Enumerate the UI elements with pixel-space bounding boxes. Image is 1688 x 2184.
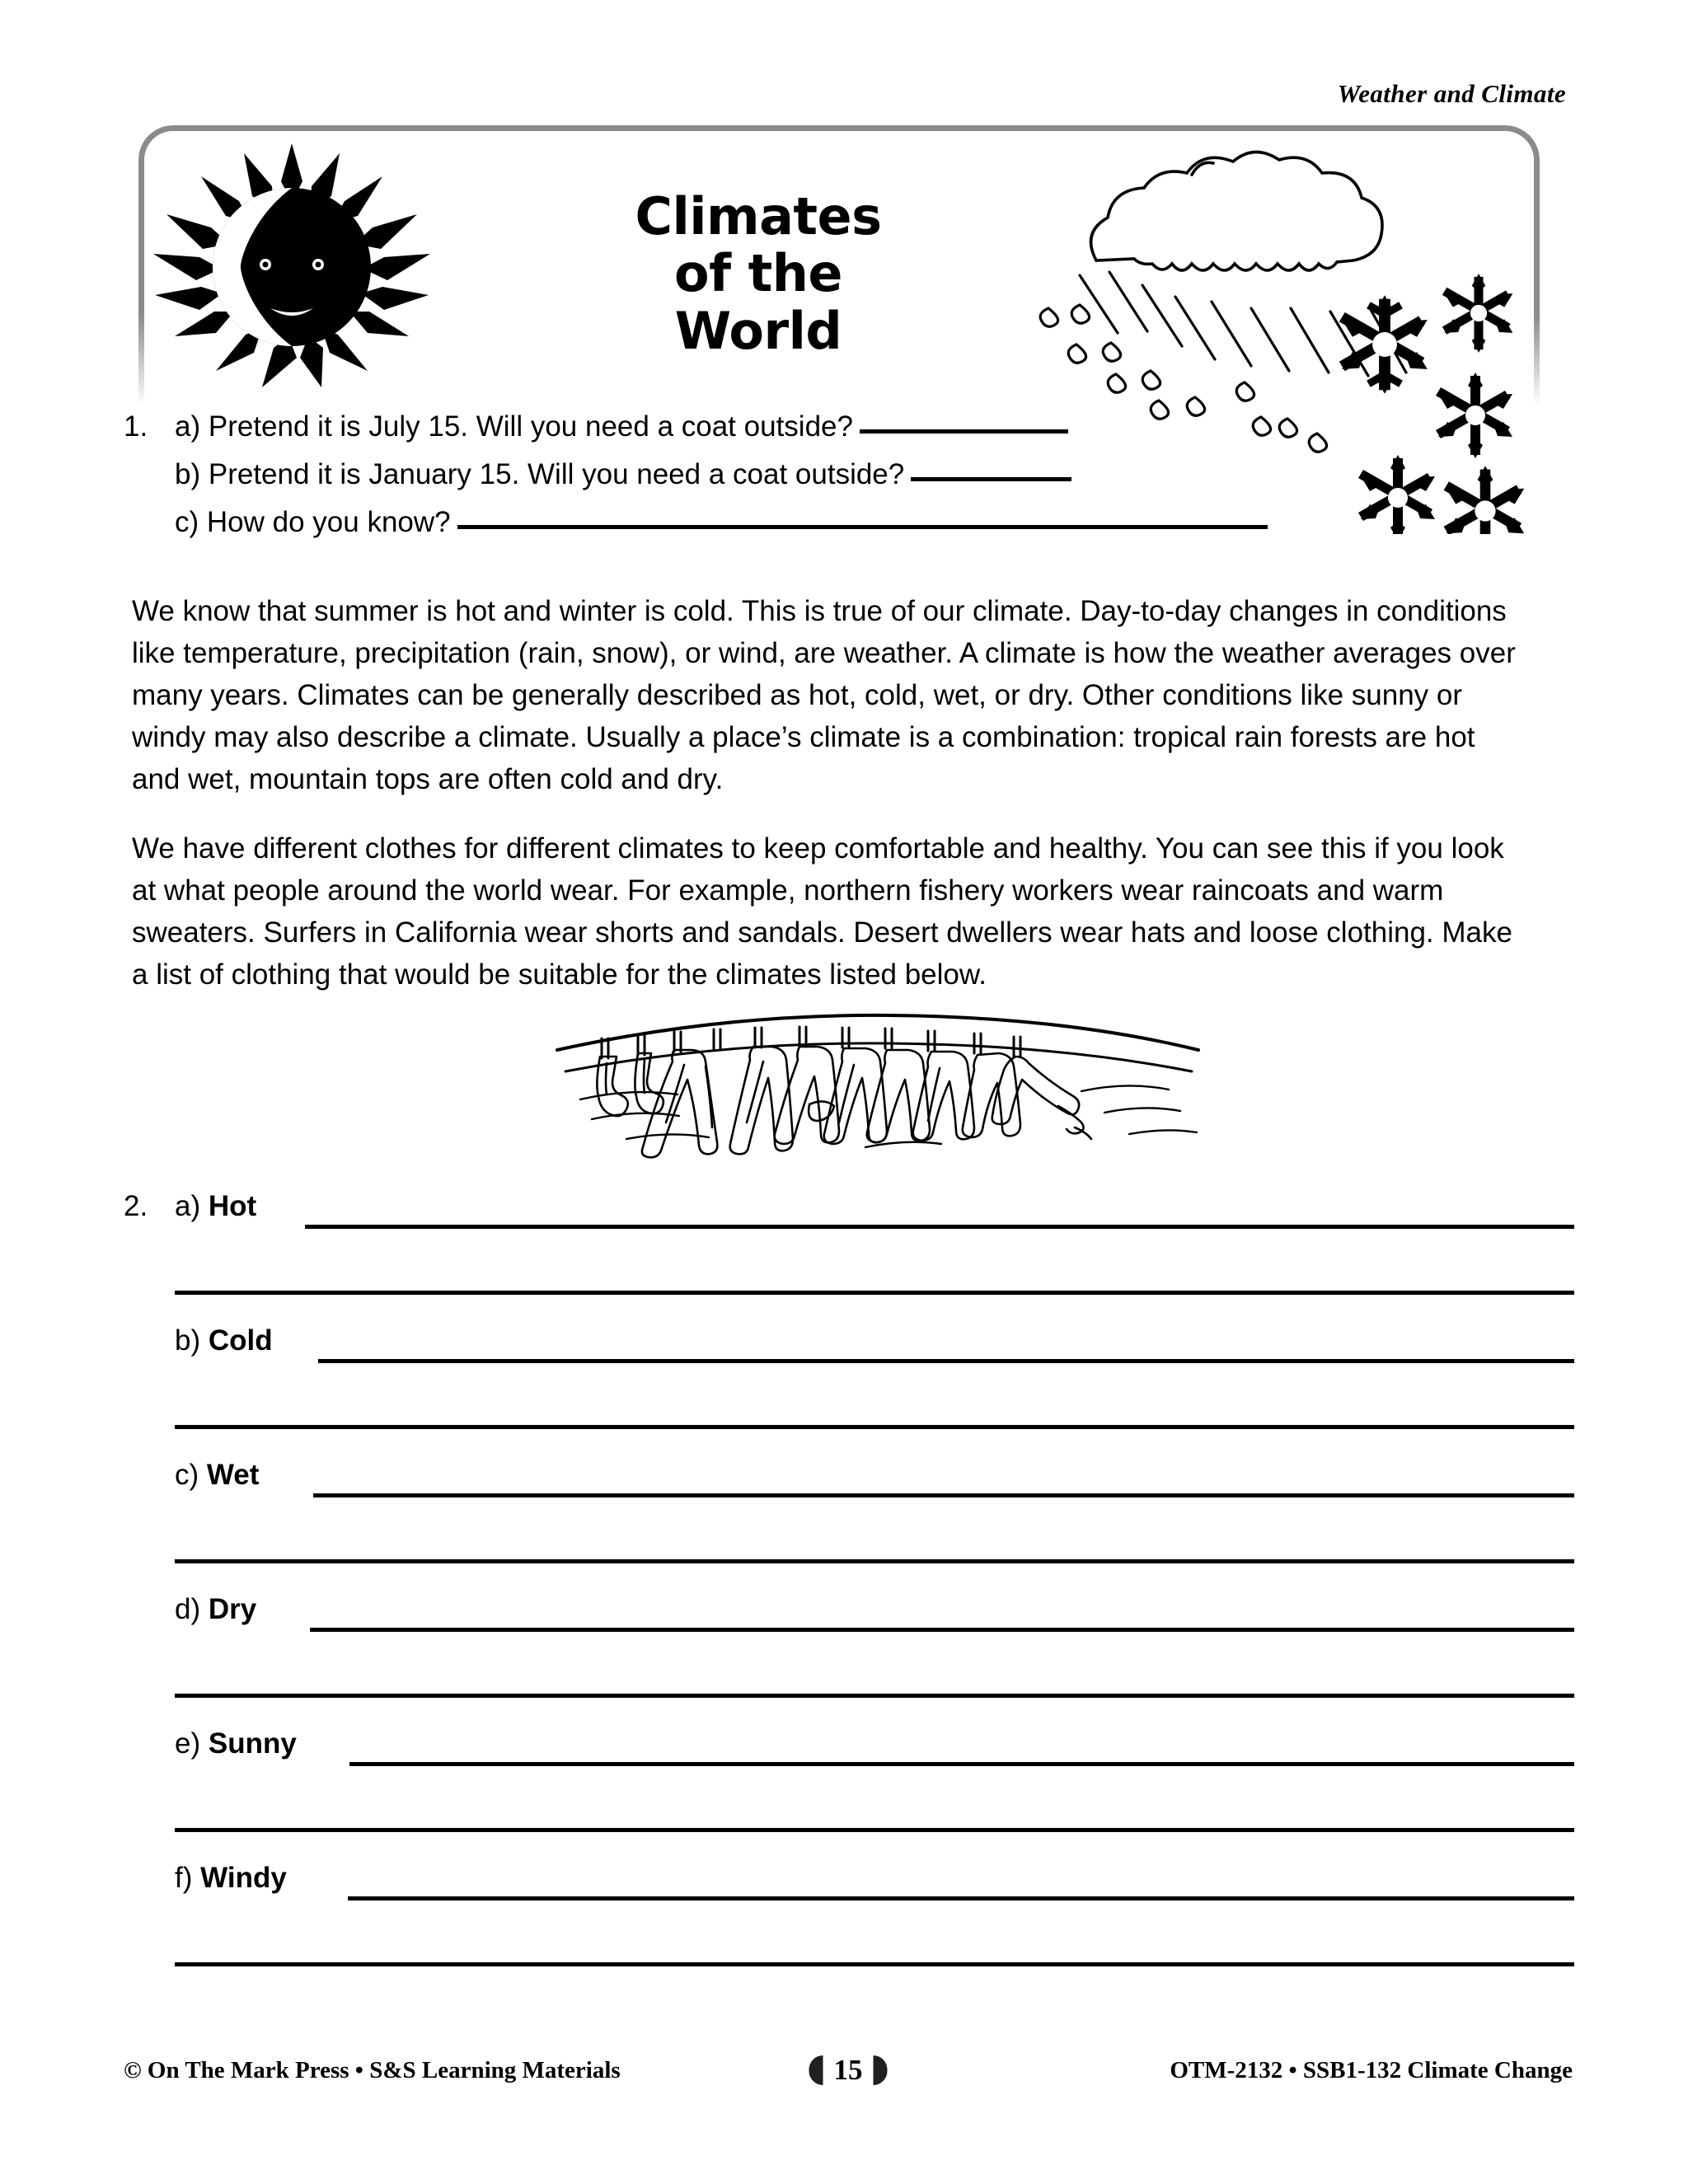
answer-blank-2a-line1[interactable]	[305, 1225, 1574, 1229]
question-1-item-b	[175, 458, 1071, 491]
item-a-text: Pretend it is July 15. Will you need a coat outside?	[208, 410, 853, 443]
answer-blank-1a[interactable]	[860, 429, 1068, 434]
item-c-label-wet	[175, 1459, 259, 1492]
item-a-climate: Hot	[208, 1190, 257, 1222]
page-footer	[124, 2054, 1573, 2093]
question-2-item-windy	[124, 1862, 1574, 1996]
item-f-letter: f)	[175, 1862, 193, 1894]
answer-blank-2c-line1[interactable]	[313, 1493, 1574, 1497]
question-2-item-wet	[124, 1459, 1574, 1593]
item-a-label-hot	[175, 1190, 256, 1223]
answer-blank-2c-line2[interactable]	[175, 1559, 1574, 1563]
footer-copyright: © On The Mark Press • S&S Learning Materials	[124, 2057, 621, 2083]
question-1-row	[124, 458, 1574, 506]
item-c-letter: c)	[175, 1459, 199, 1491]
answer-blank-2d-line1[interactable]	[310, 1628, 1574, 1632]
item-b-text: Pretend it is January 15. Will you need a coat outside?	[208, 458, 905, 490]
question-1-item-a	[175, 410, 1068, 443]
answer-blank-2b-line1[interactable]	[318, 1359, 1574, 1363]
answer-blank-2b-line2[interactable]	[175, 1425, 1574, 1429]
item-e-label-sunny	[175, 1727, 297, 1760]
question-2	[124, 1190, 1574, 1996]
item-b-label-cold	[175, 1324, 273, 1357]
answer-blank-2e-line2[interactable]	[175, 1828, 1574, 1832]
item-a-label: a)	[175, 410, 201, 443]
footer-product-code: OTM-2132 • SSB1-132 Climate Change	[1170, 2057, 1573, 2083]
running-head: Weather and Climate	[1337, 79, 1566, 108]
item-b-label: b)	[175, 458, 201, 490]
sun-with-face-icon	[147, 138, 437, 394]
item-c-text: How do you know?	[206, 506, 451, 538]
page-title-line-3: World	[674, 300, 842, 361]
left-bracket-icon	[809, 2055, 823, 2085]
question-1-row	[124, 506, 1574, 554]
item-d-label-dry	[175, 1593, 256, 1626]
answer-blank-2f-line2[interactable]	[175, 1962, 1574, 1966]
question-2-number: 2.	[124, 1190, 148, 1222]
answer-blank-2a-line2[interactable]	[175, 1291, 1574, 1295]
question-1	[124, 410, 1574, 554]
item-d-climate: Dry	[208, 1593, 257, 1625]
question-2-item-dry	[124, 1593, 1574, 1727]
body-paragraph-2: We have different clothes for different climates to keep comfortable and healthy. You can see this if you look at what people around the world wear. For example, northern fishery workers wear raincoats and warm sweaters. Surfers in California wear shorts and sandals. Desert dwellers wear hats and loose clothing. Make a list of clothing that would be suitable for the climates listed below.	[132, 832, 1512, 991]
item-c-label: c)	[175, 506, 199, 538]
item-e-letter: e)	[175, 1727, 201, 1760]
item-f-label-windy	[175, 1862, 287, 1895]
page-title-line-1: Climates	[635, 186, 882, 246]
question-2-item-sunny	[124, 1727, 1574, 1862]
answer-blank-2e-line1[interactable]	[349, 1762, 1574, 1766]
question-2-item-hot	[124, 1190, 1574, 1324]
question-1-row	[124, 410, 1574, 458]
right-bracket-icon	[874, 2055, 888, 2085]
page-title-line-2: of the	[674, 243, 842, 304]
item-f-climate: Windy	[200, 1862, 287, 1894]
page-title	[528, 188, 989, 359]
body-paragraph-1: We know that summer is hot and winter is cold. This is true of our climate. Day-to-day changes in conditions like temperature, precipitation (rain, snow), or wind, are weather. A climate is how the weather averages over many years. Climates can be generally described as hot, cold, wet, or dry. Other conditions like sunny or windy may also describe a climate. Usually a place’s climate is a combination: tropical rain forests are hot and wet, mountain tops are often cold and dry.	[132, 595, 1516, 795]
question-1-item-c	[175, 506, 1268, 539]
answer-blank-1c[interactable]	[457, 525, 1268, 529]
answer-blank-1b[interactable]	[911, 477, 1071, 481]
item-a-letter: a)	[175, 1190, 201, 1222]
item-b-letter: b)	[175, 1324, 201, 1357]
item-c-climate: Wet	[206, 1459, 260, 1491]
item-e-climate: Sunny	[208, 1727, 297, 1760]
answer-blank-2d-line2[interactable]	[175, 1694, 1574, 1698]
page-number: 15	[833, 2054, 863, 2086]
clothes-on-clothesline-icon	[552, 1002, 1203, 1159]
footer-page-indicator	[809, 2054, 888, 2087]
question-2-item-cold	[124, 1324, 1574, 1459]
answer-blank-2f-line1[interactable]	[348, 1896, 1574, 1900]
question-1-number: 1.	[124, 410, 148, 443]
item-d-letter: d)	[175, 1593, 201, 1625]
item-b-climate: Cold	[208, 1324, 273, 1357]
